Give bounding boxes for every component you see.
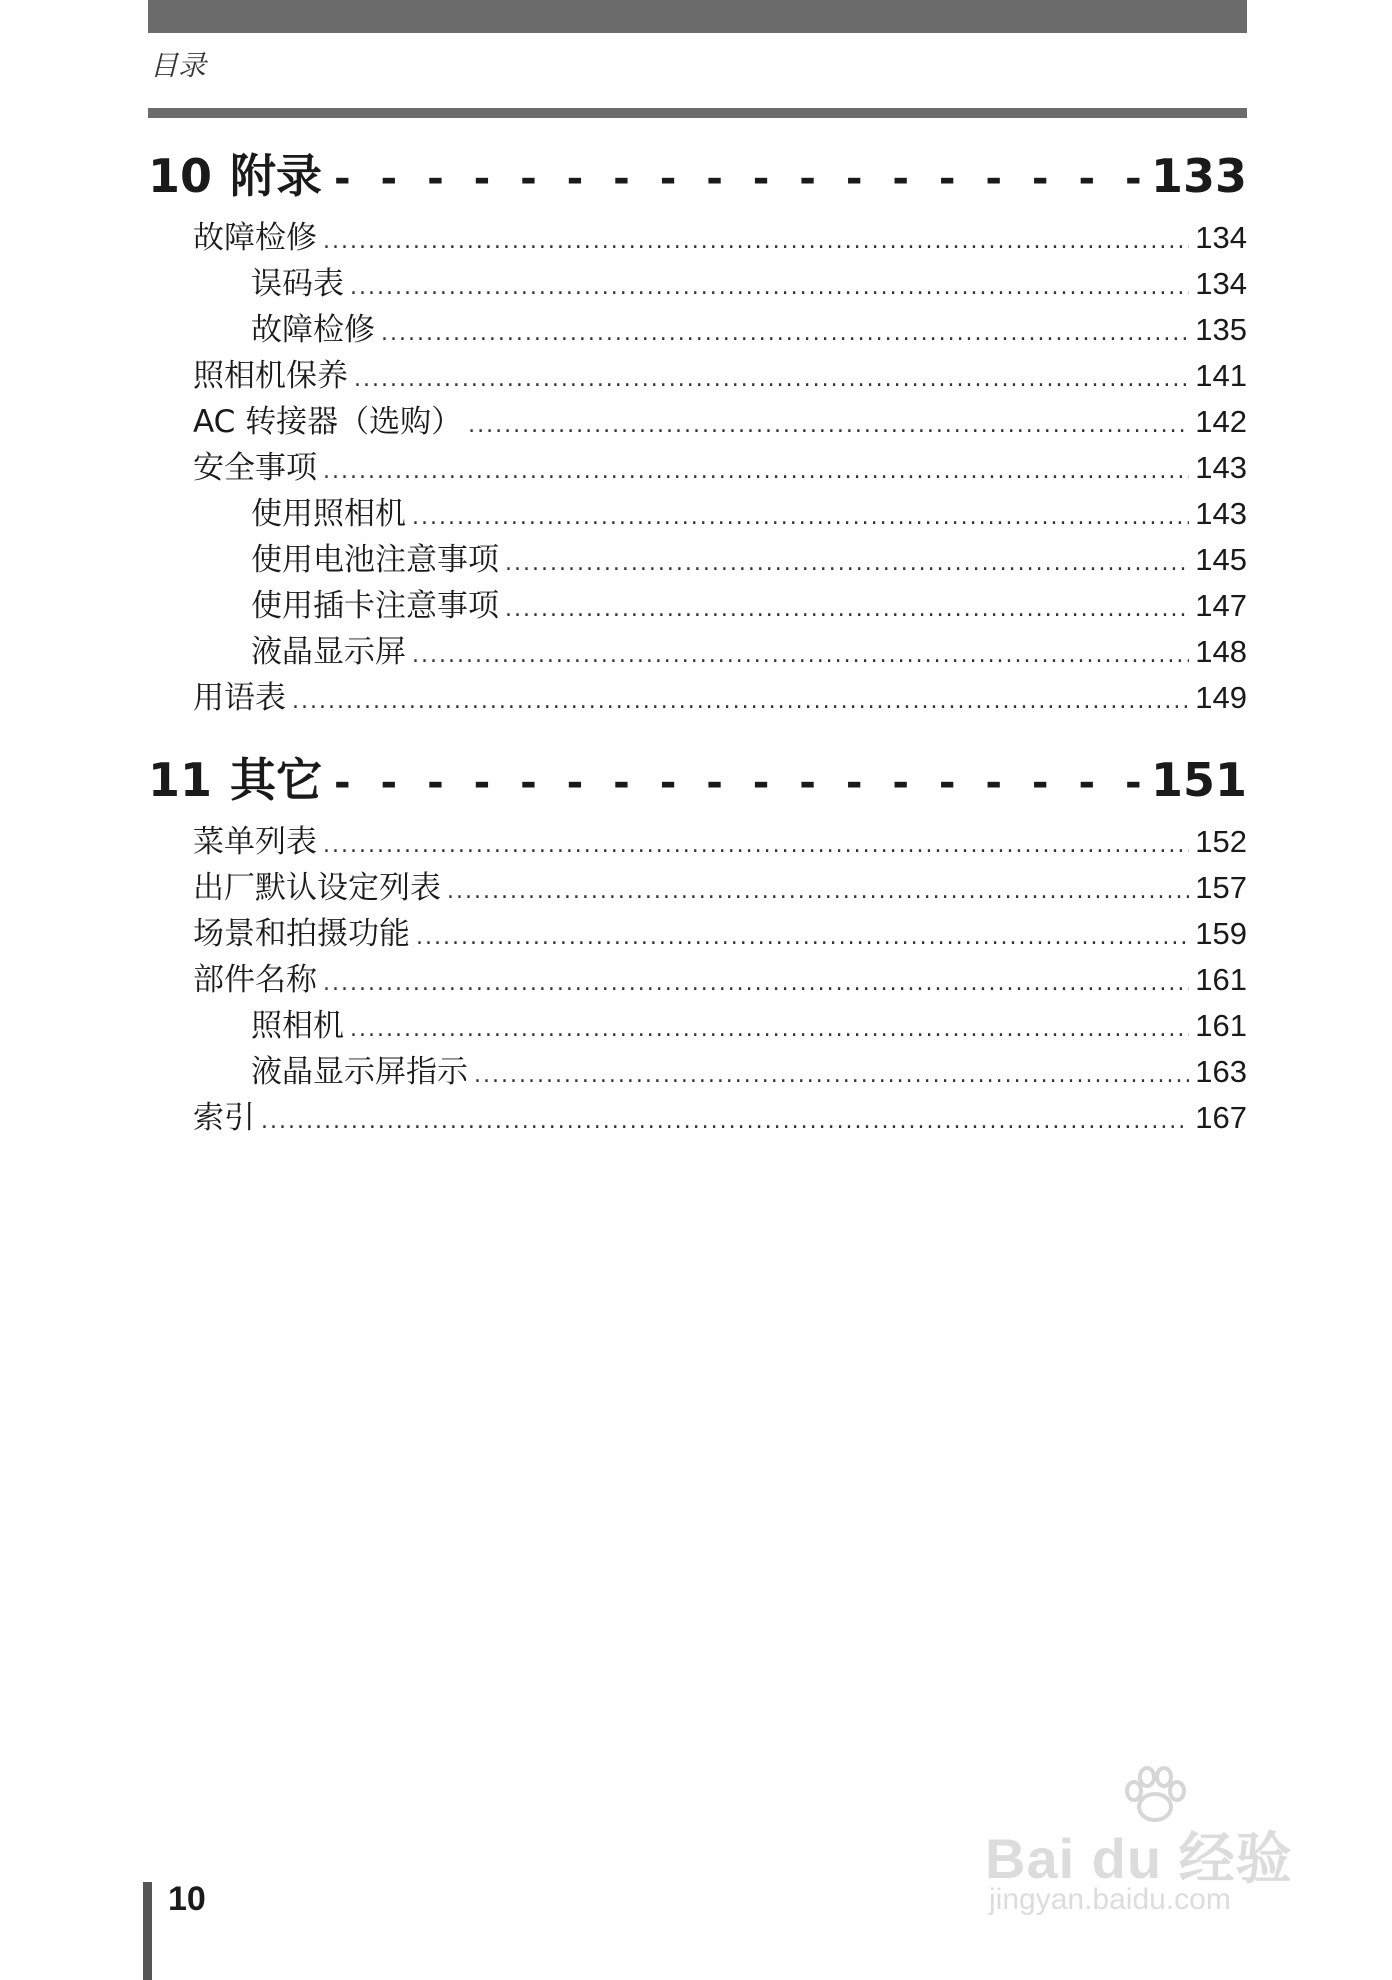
toc-entry-page: 149 [1195, 680, 1247, 715]
toc-entry[interactable] [148, 672, 1247, 718]
dot-leader [350, 1017, 1189, 1042]
watermark-url: jingyan.baidu.com [989, 1883, 1231, 1916]
dash-leader [334, 760, 1145, 806]
dot-leader [350, 275, 1189, 300]
page-number: 10 [168, 1880, 206, 1918]
section-title: 目录 [150, 49, 207, 82]
toc-entry-label: 使用插卡注意事项 [251, 588, 499, 624]
dot-leader [323, 459, 1189, 484]
chapter-number: 11 [148, 753, 213, 807]
entry-list [148, 816, 1247, 1138]
toc-entry-label: 液晶显示屏指示 [251, 1054, 468, 1090]
dot-leader [505, 597, 1189, 622]
toc-entry-page: 148 [1195, 634, 1247, 669]
dot-leader [505, 551, 1189, 576]
toc-entry-page: 143 [1195, 496, 1247, 531]
toc-entry-page: 147 [1195, 588, 1247, 623]
dot-leader [292, 689, 1189, 714]
toc-entry-label: 照相机 [251, 1008, 344, 1044]
header-rule [148, 108, 1247, 118]
toc-entry-label: 照相机保养 [193, 358, 348, 394]
dot-leader [447, 879, 1189, 904]
toc-entry[interactable] [148, 954, 1247, 1000]
toc-chapter-10 [148, 140, 1247, 718]
chapter-title: 其它 [230, 753, 323, 807]
toc-entry-label: 使用照相机 [251, 496, 406, 532]
toc-entry[interactable] [148, 816, 1247, 862]
dot-leader [261, 1109, 1189, 1134]
toc-entry[interactable] [148, 626, 1247, 672]
toc-entry[interactable] [148, 1092, 1247, 1138]
toc-entry-label: AC 转接器（选购） [193, 404, 463, 440]
toc-entry-page: 135 [1195, 312, 1247, 347]
toc-entry[interactable] [148, 212, 1247, 258]
entry-list [148, 212, 1247, 718]
dot-leader [354, 367, 1189, 392]
chapter-title: 附录 [230, 149, 323, 203]
header-top-bar [148, 0, 1247, 33]
toc-entry-label: 用语表 [193, 680, 286, 716]
toc-entry[interactable] [148, 1046, 1247, 1092]
toc-entry-page: 159 [1195, 916, 1247, 951]
toc-entry[interactable] [148, 396, 1247, 442]
toc-entry[interactable] [148, 862, 1247, 908]
toc-entry-page: 143 [1195, 450, 1247, 485]
dot-leader [323, 971, 1189, 996]
toc-entry-page: 142 [1195, 404, 1247, 439]
toc-entry-page: 141 [1195, 358, 1247, 393]
toc-entry-label: 部件名称 [193, 962, 317, 998]
chapter-heading[interactable] [148, 140, 1247, 212]
toc-entry[interactable] [148, 534, 1247, 580]
toc-entry-label: 使用电池注意事项 [251, 542, 499, 578]
watermark-brand: Bai du 经验 [985, 1827, 1293, 1890]
chapter-number: 10 [148, 149, 213, 203]
dot-leader [412, 505, 1189, 530]
toc-entry-label: 液晶显示屏 [251, 634, 406, 670]
dot-leader [412, 643, 1189, 668]
toc-entry-page: 161 [1195, 962, 1247, 997]
chapter-page: 151 [1150, 753, 1247, 807]
dash-leader [334, 156, 1145, 202]
toc-entry[interactable] [148, 580, 1247, 626]
toc-entry-page: 163 [1195, 1054, 1247, 1089]
toc-entry-page: 152 [1195, 824, 1247, 859]
toc-chapter-11 [148, 744, 1247, 1138]
toc-entry-label: 菜单列表 [193, 824, 317, 860]
toc-entry[interactable] [148, 1000, 1247, 1046]
toc-entry[interactable] [148, 258, 1247, 304]
dot-leader [323, 833, 1189, 858]
toc-entry-page: 145 [1195, 542, 1247, 577]
dot-leader [416, 925, 1189, 950]
toc-entry-label: 故障检修 [251, 312, 375, 348]
toc-entry-label: 安全事项 [193, 450, 317, 486]
chapter-heading[interactable] [148, 744, 1247, 816]
toc-entry-label: 场景和拍摄功能 [193, 916, 410, 952]
toc-entry-label: 索引 [193, 1100, 255, 1136]
toc-entry-page: 161 [1195, 1008, 1247, 1043]
toc-entry[interactable] [148, 488, 1247, 534]
baidu-watermark [985, 1765, 1305, 1915]
toc-entry-page: 134 [1195, 220, 1247, 255]
toc-entry-label: 故障检修 [193, 220, 317, 256]
dot-leader [468, 413, 1189, 438]
dot-leader [381, 321, 1189, 346]
toc-entry[interactable] [148, 350, 1247, 396]
dot-leader [323, 229, 1189, 254]
toc-entry-label: 出厂默认设定列表 [193, 870, 441, 906]
dot-leader [474, 1063, 1189, 1088]
toc-entry[interactable] [148, 908, 1247, 954]
chapter-page: 133 [1150, 149, 1247, 203]
toc-entry-page: 134 [1195, 266, 1247, 301]
toc-entry[interactable] [148, 442, 1247, 488]
toc-entry-page: 157 [1195, 870, 1247, 905]
toc-entry-page: 167 [1195, 1100, 1247, 1135]
toc-entry-label: 误码表 [251, 266, 344, 302]
page-number-bar [143, 1882, 152, 1980]
toc-entry[interactable] [148, 304, 1247, 350]
